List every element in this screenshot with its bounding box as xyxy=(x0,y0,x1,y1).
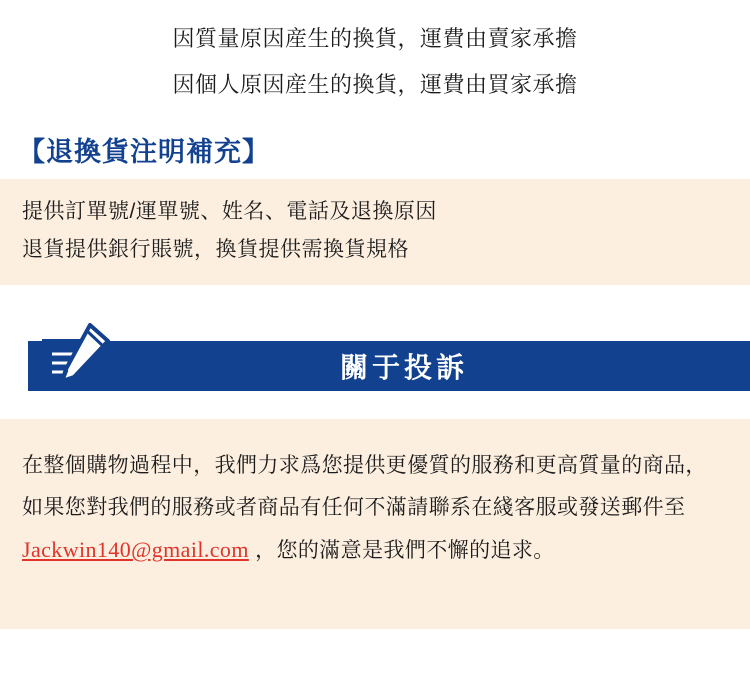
return-note-line: 退貨提供銀行賬號，換貨提供需換貨規格 xyxy=(22,238,409,261)
return-notes-box xyxy=(0,179,750,285)
return-note-line: 提供訂單號/運單號、姓名、電話及退換原因 xyxy=(22,200,437,223)
complaint-banner-bar xyxy=(28,341,750,391)
complaint-text-after-email: ，您的滿意是我們不懈的追求。 xyxy=(248,539,555,562)
top-note-line: 因個人原因産生的換貨，運費由買家承擔 xyxy=(172,72,578,97)
complaint-text-before-email: 在整個購物過程中，我們力求爲您提供更優質的服務和更高質量的商品，如果您對我們的服務或者商品有任何不滿請聯系在綫客服或發送郵件至 xyxy=(22,454,707,519)
return-section-heading: 【退換貨注明補充】 xyxy=(18,137,270,167)
pencil-edit-icon xyxy=(36,321,114,399)
top-note-line: 因質量原因産生的換貨，運費由賣家承擔 xyxy=(172,26,578,51)
top-notes xyxy=(0,0,750,108)
contact-email-link[interactable]: Jackwin140@gmail.com xyxy=(22,537,249,562)
complaint-paragraph xyxy=(22,445,728,572)
complaint-banner-title: 關于投訴 xyxy=(339,352,468,383)
complaint-text-box xyxy=(0,419,750,629)
complaint-banner xyxy=(0,333,750,397)
